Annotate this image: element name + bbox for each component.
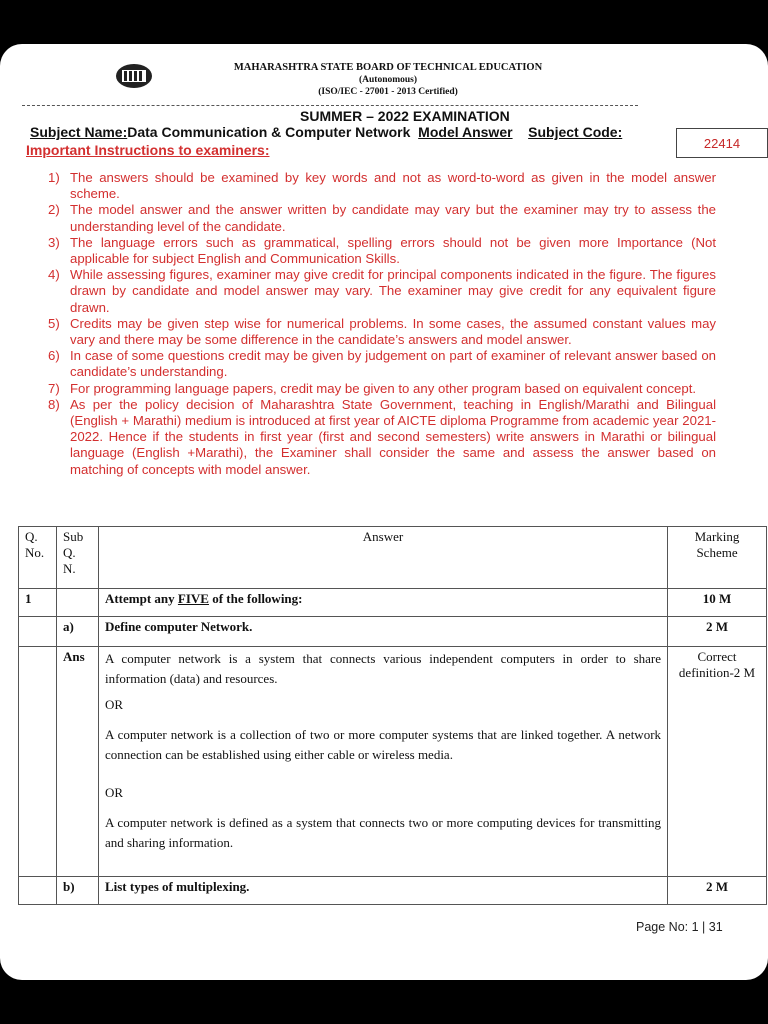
certification-label: (ISO/IEC - 27001 - 2013 Certified) [318,87,458,97]
instruction-item: 4) While assessing figures, examiner may give credit for principal components indicated in the figure. The figures drawn by candidate and model answer may vary. The examiner may give credit for any equivalent figure drawn. [48,267,716,315]
model-answer-label: Model Answer [418,124,513,140]
or-separator: OR [104,785,124,800]
subject-row [30,124,622,140]
instruction-item: 8) As per the policy decision of Maharashtra State Government, teaching in English/Marathi and Bilingual (English + Marathi) medium is introduced at first year of AICTE diploma Programme from academic year 2021-2022. Hence if the students in first year (first and second semesters) write answers in Marathi or bilingual language (English +Marathi), the Examiner shall consider the same and assess the answer based on matching of concepts with model answer. [48,396,716,477]
instruction-item: 2) The model answer and the answer written by candidate may vary but the examiner may try to assess the understanding level of the candidate. [48,202,716,234]
autonomous-label: (Autonomous) [358,75,418,85]
table-row [19,589,767,617]
sub-question-marks: 2 M [668,877,767,905]
instruction-item: 3) The language errors such as grammatical, spelling errors should not be given more Importance (Not applicable for subject English and Communication Skills. [48,234,716,267]
subject-name: Data Communication & Computer Network [127,124,411,140]
instructions-list [42,170,716,478]
board-header [218,62,558,98]
question-marks: 10 M [668,589,767,617]
answer-paragraph: A computer network is a system that connects various independent computers in order to share information (data) and resources. [104,651,662,686]
question-text: Attempt any FIVE of the following: [98,589,667,617]
important-instructions-heading: Important Instructions to examiners: [26,142,270,158]
answer-marking: Correct definition-2 M [668,647,767,877]
instruction-item: 7) For programming language papers, credit may be given to any other program based on equivalent concept. [48,380,697,396]
subject-code-label: Subject Code: [528,124,623,140]
table-row [19,617,767,647]
sub-question-marks: 2 M [668,617,767,647]
msbte-logo-icon [112,60,156,90]
answer-paragraph: A computer network is a collection of two or more computer systems that are linked together. A network connection can be established using either cable or wireless media. [104,727,662,762]
exam-title: SUMMER – 2022 EXAMINATION [300,108,510,124]
page-number: Page No: 1 | 31 [636,920,723,934]
instruction-item: 5) Credits may be given step wise for numerical problems. In some cases, the assumed constant values may vary and there may be some difference in the candidate’s answers and model answer. [48,315,716,348]
answer-label: Ans [56,647,98,877]
sub-question-label: a) [56,617,98,647]
or-separator: OR [104,697,124,712]
answer-table [18,526,767,905]
table-row [19,877,767,905]
header-qno: Q. No. [19,527,57,589]
answer-body [98,647,667,877]
subject-code-box: 22414 [676,128,768,158]
board-name: MAHARASHTRA STATE BOARD OF TECHNICAL EDUCATION [233,62,543,73]
instruction-item: 6) In case of some questions credit may be given by judgement on part of examiner of relevant answer based on candidate’s understanding. [48,348,716,380]
table-row [19,647,767,877]
header-subq: Sub Q. N. [56,527,98,589]
table-header-row [19,527,767,589]
question-number: 1 [19,589,57,617]
header-marking: Marking Scheme [668,527,767,589]
sub-question-text: Define computer Network. [98,617,667,647]
header-divider [22,105,638,106]
document-page [0,44,768,980]
subject-label: Subject Name: [30,124,128,140]
answer-paragraph: A computer network is defined as a system that connects two or more computing devices for transmitting and sharing information. [104,815,662,850]
header-answer: Answer [98,527,667,589]
instruction-item: 1) The answers should be examined by key words and not as word-to-word as given in the model answer scheme. [48,170,716,202]
sub-question-label: b) [56,877,98,905]
sub-question-text: List types of multiplexing. [98,877,667,905]
